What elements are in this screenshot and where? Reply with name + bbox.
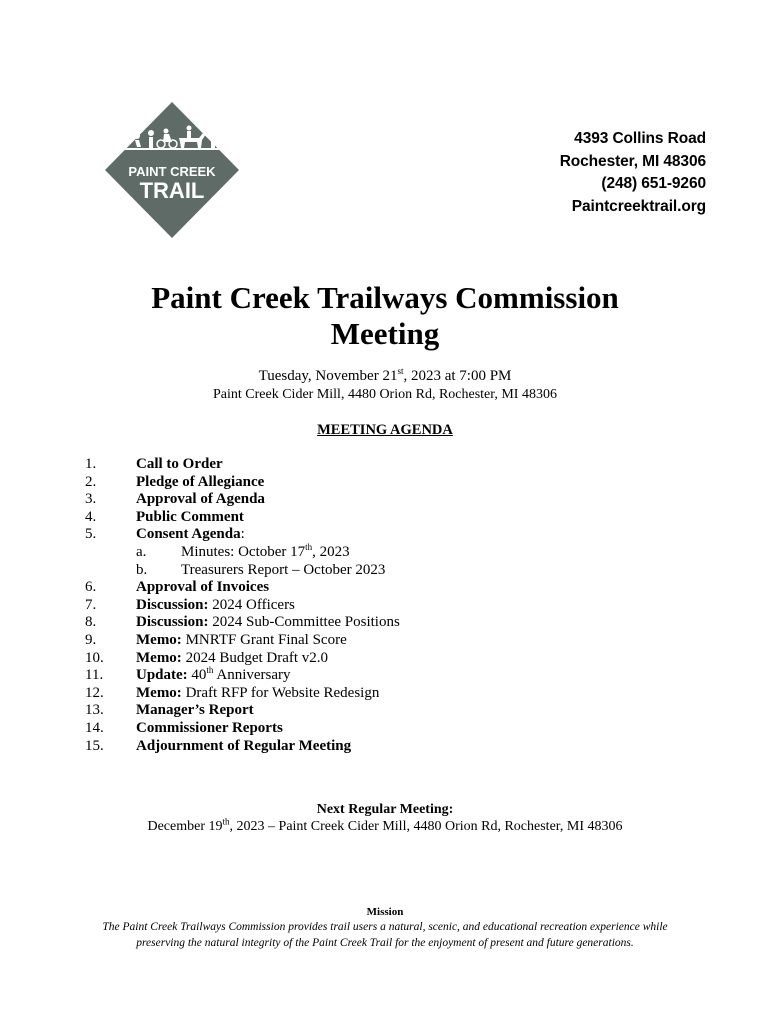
address-street: 4393 Collins Road: [574, 130, 706, 147]
mission-statement: The Paint Creek Trailways Commission provides trail users a natural, scenic, and educational recreation experience while preserving the natural integrity of the Paint Creek Trail for the enjoyment of present and future generations.: [102, 921, 668, 949]
address-website[interactable]: Paintcreektrail.org: [571, 197, 706, 215]
meeting-date-suffix: st: [397, 366, 404, 376]
agenda-item-number: 9.: [85, 631, 97, 648]
agenda-item-detail: Draft RFP for Website Redesign: [181, 684, 380, 701]
agenda-item: [0, 456, 770, 474]
agenda-item-number: 13.: [85, 702, 104, 719]
agenda-item: [0, 667, 770, 685]
logo-text-line1: PAINT CREEK: [128, 164, 216, 179]
agenda-item-detail: :: [240, 526, 245, 543]
agenda-item-label: Memo:: [136, 649, 182, 666]
agenda-subitem-text: Minutes: October 17: [181, 543, 306, 560]
agenda-item: [0, 491, 770, 509]
agenda-subitem-suffix: th: [305, 541, 313, 552]
agenda-item-number: 8.: [85, 614, 97, 631]
agenda-item: [0, 509, 770, 527]
title-line2: Meeting: [330, 316, 440, 351]
agenda-subitem-year: , 2023: [312, 543, 350, 560]
agenda-item-detail-end: Anniversary: [213, 667, 291, 684]
agenda-subitem-letter: a.: [136, 543, 147, 560]
agenda-item-number: 10.: [85, 649, 104, 666]
agenda-item-suffix: th: [206, 665, 214, 676]
title-line1: Paint Creek Trailways Commission: [151, 280, 619, 315]
agenda-item-label: Memo:: [136, 684, 182, 701]
agenda-item-label: Approval of Invoices: [136, 579, 270, 596]
agenda-item-label: Commissioner Reports: [136, 719, 283, 736]
agenda-item-number: 4.: [85, 508, 97, 525]
agenda-item-label: Pledge of Allegiance: [136, 473, 265, 490]
agenda-item-number: 7.: [85, 596, 97, 613]
next-meeting-date-suffix: th: [222, 816, 230, 827]
agenda-item-detail: 2024 Officers: [208, 596, 295, 613]
agenda-item: [0, 650, 770, 668]
page-title: [0, 280, 770, 352]
agenda-item: [0, 738, 770, 756]
agenda-item: [0, 614, 770, 632]
agenda-item-label: Call to Order: [136, 456, 223, 472]
agenda-item: [0, 579, 770, 597]
paint-creek-trail-logo: [103, 100, 241, 240]
agenda-item-label: Consent Agenda: [136, 526, 241, 543]
agenda-item-label: Discussion:: [136, 596, 209, 613]
agenda-item-detail: MNRTF Grant Final Score: [181, 631, 347, 648]
meeting-location: Paint Creek Cider Mill, 4480 Orion Rd, Rochester, MI 48306: [213, 387, 557, 402]
meeting-time-text: , 2023 at 7:00 PM: [403, 368, 512, 384]
agenda-list: [0, 456, 770, 755]
next-meeting-location: , 2023 – Paint Creek Cider Mill, 4480 Orion Rd, Rochester, MI 48306: [229, 819, 623, 834]
address-phone: (248) 651-9260: [601, 175, 706, 192]
agenda-item-detail: 2024 Budget Draft v2.0: [181, 649, 329, 666]
next-meeting-date: December 19: [147, 819, 223, 834]
agenda-item-number: 3.: [85, 491, 97, 508]
agenda-item-label: Discussion:: [136, 614, 209, 631]
agenda-item: [0, 526, 770, 544]
agenda-item-label: Adjournment of Regular Meeting: [136, 737, 352, 754]
agenda-subitem-letter: b.: [136, 561, 148, 578]
agenda-item: [0, 702, 770, 720]
agenda-item-number: 6.: [85, 579, 97, 596]
agenda-item: [0, 474, 770, 492]
agenda-item-number: 15.: [85, 737, 104, 754]
next-meeting-heading: Next Regular Meeting:: [316, 802, 454, 817]
meeting-datetime: [0, 367, 770, 385]
agenda-item-label: Manager’s Report: [136, 702, 254, 719]
address-city: Rochester, MI 48306: [559, 152, 706, 170]
agenda-subitem-text: Treasurers Report – October 2023: [181, 561, 386, 578]
agenda-subitem: [0, 562, 770, 580]
agenda-item-number: 14.: [85, 719, 104, 736]
mission-heading: Mission: [366, 906, 404, 918]
agenda-item-label: Public Comment: [136, 508, 244, 525]
agenda-item: [0, 597, 770, 615]
address-block: [540, 128, 706, 218]
agenda-item-number: 1.: [85, 456, 97, 472]
agenda-item-label: Memo:: [136, 631, 182, 648]
agenda-item-label: Update:: [136, 667, 188, 684]
next-meeting-detail: [0, 816, 770, 835]
agenda-item-number: 12.: [85, 684, 104, 701]
agenda-item-number: 2.: [85, 473, 97, 490]
agenda-item-label: Approval of Agenda: [136, 491, 265, 508]
logo-text-line2: TRAIL: [139, 178, 205, 203]
agenda-item-detail: 2024 Sub-Committee Positions: [208, 614, 400, 631]
agenda-item: [0, 685, 770, 703]
agenda-item: [0, 632, 770, 650]
agenda-subitem: [0, 541, 770, 562]
agenda-heading: MEETING AGENDA: [317, 422, 453, 438]
agenda-item-detail: 40: [187, 667, 207, 684]
agenda-item: [0, 720, 770, 738]
meeting-date-text: Tuesday, November 21: [258, 368, 398, 384]
agenda-item-number: 5.: [85, 526, 97, 543]
agenda-item-number: 11.: [85, 667, 104, 684]
